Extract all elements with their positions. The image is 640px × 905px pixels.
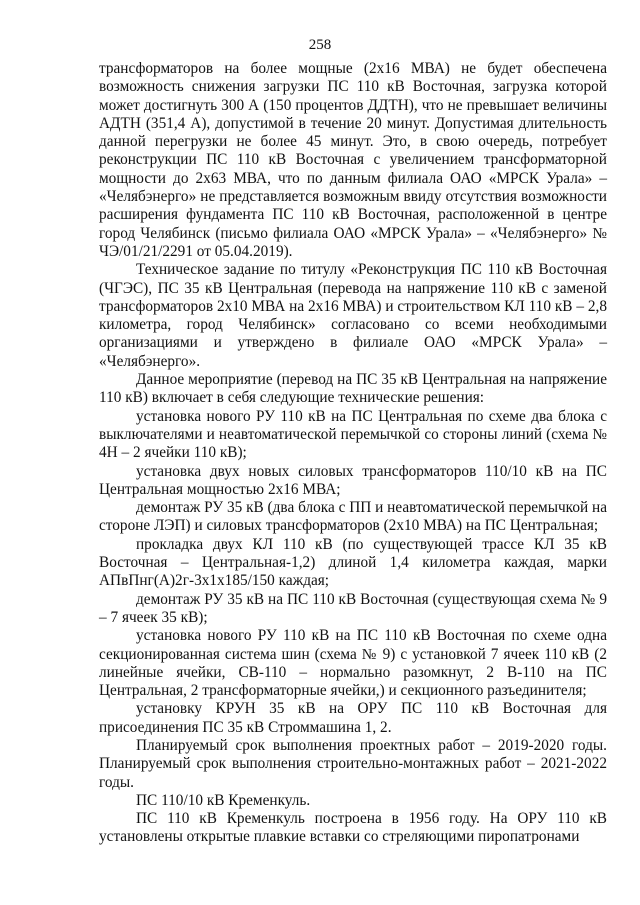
list-item: демонтаж РУ 35 кВ (два блока с ПП и неавтоматической перемычкой на стороне ЛЭП) и силовых трансформаторов (2х10 МВА) на ПС Центральная; bbox=[99, 499, 607, 535]
page-number: 258 bbox=[308, 37, 332, 53]
list-item: установка нового РУ 110 кВ на ПС 110 кВ Восточная по схеме одна секционированная система шин (схема № 9) с установкой 7 ячеек 110 кВ (2 линейные ячейки, СВ-110 – нормально разомкнут, 2 В-110 на ПС Центральная, 2 трансформаторные ячейки,) и секционного разъединителя; bbox=[99, 627, 607, 700]
paragraph: Планируемый срок выполнения проектных работ – 2019-2020 годы. Планируемый срок выполнения строительно-монтажных работ – 2021-2022 годы. bbox=[99, 736, 607, 791]
paragraph: ПС 110 кВ Кременкуль построена в 1956 году. На ОРУ 110 кВ установлены открытые плавкие вставки со стреляющими пиропатронами bbox=[99, 810, 607, 846]
section-heading: ПС 110/10 кВ Кременкуль. bbox=[136, 791, 311, 809]
list-item: установка нового РУ 110 кВ на ПС Центральная по схеме два блока с выключателями и неавтоматической перемычкой со стороны линий (схема № 4Н – 2 ячейки 110 кВ); bbox=[99, 407, 607, 462]
paragraph: Техническое задание по титулу «Реконструкция ПС 110 кВ Восточная (ЧГЭС), ПС 35 кВ Центральная (перевода на напряжение 110 кВ с заменой трансформаторов 2х10 МВА на 2х16 МВА) и строительством КЛ 110 кВ – 2,8 километра, город Челябинск» согласовано со всеми необходимыми организациями и утверждено в филиале ОАО «МРСК Урала» – «Челябэнерго». bbox=[99, 261, 607, 370]
paragraph: Данное мероприятие (перевод на ПС 35 кВ Центральная на напряжение 110 кВ) включает в себя следующие технические решения: bbox=[99, 371, 607, 407]
paragraph: трансформаторов на более мощные (2х16 МВА) не будет обеспечена возможность снижения загрузки ПС 110 кВ Восточная, загрузка которой может достигнуть 300 А (150 процентов ДДТН), что не превышает величины АДТН (351,4 А), допустимой в течение 20 минут. Допустимая длительность данной перегрузки не более 45 минут. Это, в свою очередь, потребует реконструкции ПС 110 кВ Восточная с увеличением трансформаторной мощности до 2х63 МВА, что по данным филиала ОАО «МРСК Урала» – «Челябэнерго» не представляется возможным ввиду отсутствия возможности расширения фундамента ПС 110 кВ Восточная, расположенной в центре город Челябинск (письмо филиала ОАО «МРСК Урала» – «Челябэнерго» № ЧЭ/01/21/2291 от 05.04.2019). bbox=[99, 60, 607, 260]
list-item: демонтаж РУ 35 кВ на ПС 110 кВ Восточная (существующая схема № 9 – 7 ячеек 35 кВ); bbox=[99, 590, 607, 626]
list-item: установку КРУН 35 кВ на ОРУ ПС 110 кВ Восточная для присоединения ПС 35 кВ Строммашина 1, 2. bbox=[99, 700, 607, 736]
body-text bbox=[99, 60, 607, 847]
list-item: прокладка двух КЛ 110 кВ (по существующей трассе КЛ 35 кВ Восточная – Центральная-1,2) длиной 1,4 километра каждая, марки АПвПнг(А)2г-3х1х185/150 каждая; bbox=[99, 535, 607, 590]
list-item: установка двух новых силовых трансформаторов 110/10 кВ на ПС Центральная мощностью 2х16 МВА; bbox=[99, 462, 607, 498]
